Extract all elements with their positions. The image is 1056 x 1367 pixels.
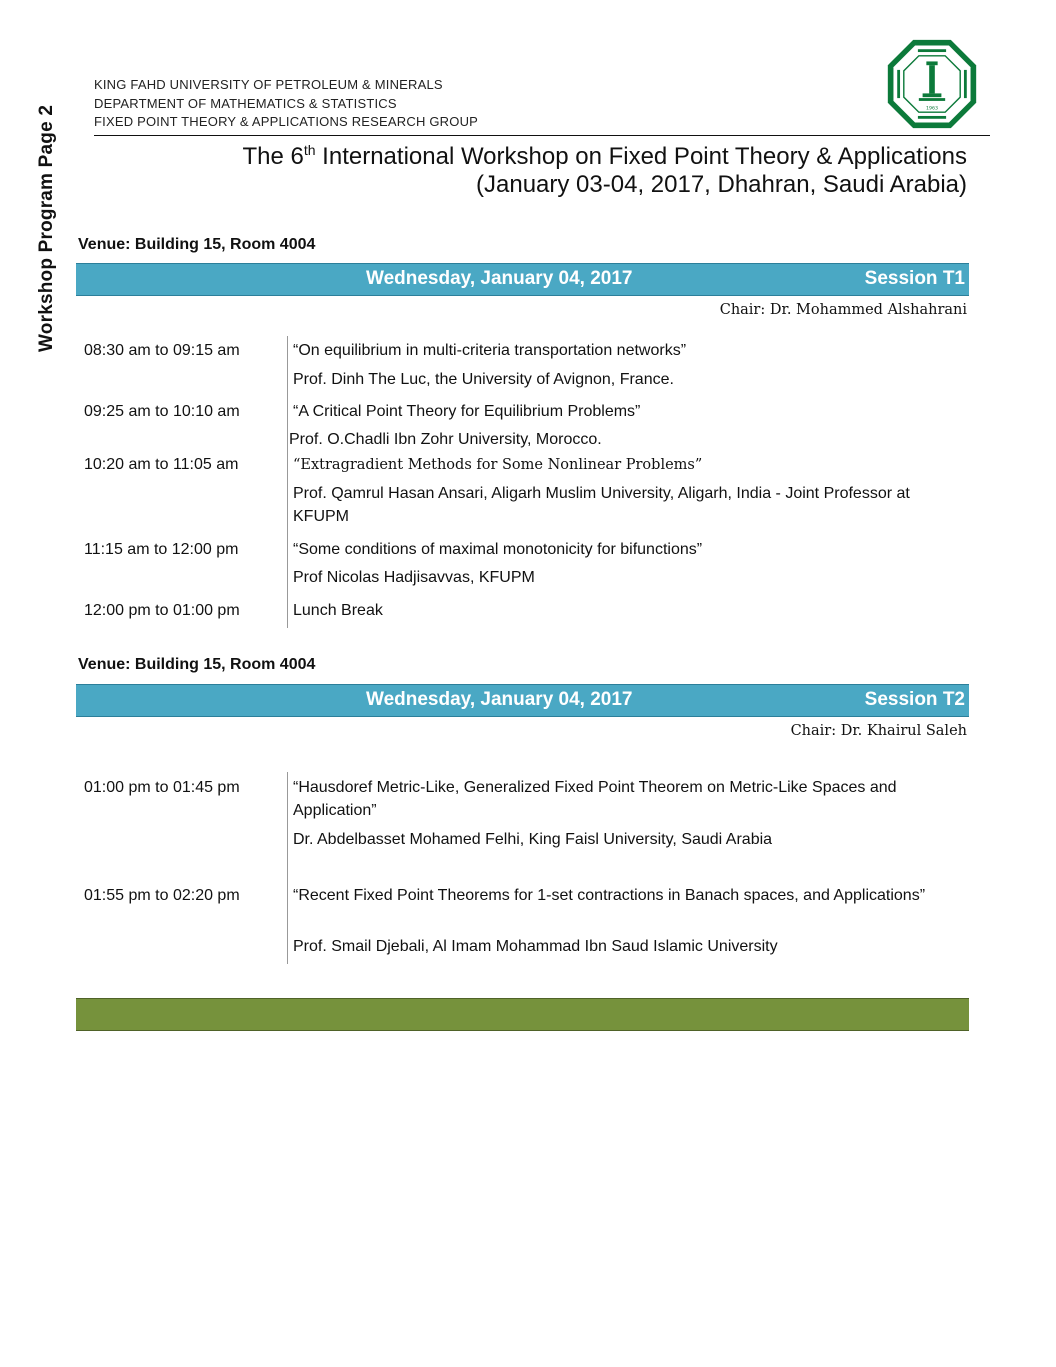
- university-name: KING FAHD UNIVERSITY OF PETROLEUM & MINERALS: [94, 77, 443, 92]
- talk-title: “Extragradient Methods for Some Nonlinear Problems”: [293, 457, 703, 473]
- institution-block: [94, 76, 478, 132]
- session-t1-bar: [76, 263, 969, 296]
- talk-speaker: Prof. Qamrul Hasan Ansari, Aligarh Muslim University, Aligarh, India - Joint Professor at KFUPM: [293, 485, 910, 525]
- talk-title: “A Critical Point Theory for Equilibrium Problems”: [293, 403, 641, 420]
- talk-speaker: Prof. Smail Djebali, Al Imam Mohammad Ibn Saud Islamic University: [293, 938, 778, 955]
- talk-title: “Hausdoref Metric-Like, Generalized Fixed Point Theorem on Metric-Like Spaces and Application”: [293, 779, 897, 819]
- talk-title: Lunch Break: [293, 602, 383, 619]
- session-t1-label: Session T1: [864, 268, 965, 289]
- session-t2-bar: [76, 684, 969, 717]
- title-dates-location: (January 03-04, 2017, Dhahran, Saudi Arabia): [476, 171, 967, 198]
- page-side-label: Workshop Program Page 2: [36, 104, 57, 352]
- talk-title: “Some conditions of maximal monotonicity for bifunctions”: [293, 541, 703, 558]
- session-t1-chair: Chair: Dr. Mohammed Alshahrani: [719, 302, 967, 318]
- talk-time: 01:00 pm to 01:45 pm: [84, 779, 240, 796]
- title-superscript: th: [303, 142, 316, 158]
- session-t1-venue: Venue: Building 15, Room 4004: [78, 236, 316, 253]
- workshop-title: [242, 136, 967, 199]
- research-group-name: FIXED POINT THEORY & APPLICATIONS RESEARCH GROUP: [94, 114, 479, 129]
- title-prefix: The 6: [242, 143, 304, 170]
- talk-time: 10:20 am to 11:05 am: [84, 456, 239, 473]
- talk-time: 01:55 pm to 02:20 pm: [84, 887, 240, 904]
- session-t1-date: Wednesday, January 04, 2017: [366, 268, 633, 289]
- talk-speaker: Prof. Dinh The Luc, the University of Avignon, France.: [293, 371, 674, 388]
- talk-time: 11:15 am to 12:00 pm: [84, 541, 239, 558]
- session-t1-divider: [287, 336, 288, 628]
- talk-title: “Recent Fixed Point Theorems for 1-set contractions in Banach spaces, and Applications”: [293, 887, 926, 904]
- seal-year: 1963: [926, 106, 938, 112]
- talk-time: 08:30 am to 09:15 am: [84, 342, 240, 359]
- talk-speaker: Dr. Abdelbasset Mohamed Felhi, King Faisl University, Saudi Arabia: [293, 831, 773, 848]
- session-t2-label: Session T2: [864, 689, 965, 710]
- talk-time: 12:00 pm to 01:00 pm: [84, 602, 240, 619]
- footer-bar: [76, 998, 969, 1031]
- session-t2-date: Wednesday, January 04, 2017: [366, 689, 633, 710]
- session-t2-venue: Venue: Building 15, Room 4004: [78, 656, 316, 673]
- session-t2-divider: [287, 772, 288, 964]
- title-rest: International Workshop on Fixed Point Theory & Applications: [315, 143, 967, 170]
- talk-speaker: Prof Nicolas Hadjisavvas, KFUPM: [293, 569, 535, 586]
- kfupm-seal-icon: [885, 37, 979, 131]
- session-t2-chair: Chair: Dr. Khairul Saleh: [790, 723, 967, 739]
- talk-speaker: Prof. O.Chadli Ibn Zohr University, Morocco.: [289, 431, 602, 448]
- talk-time: 09:25 am to 10:10 am: [84, 403, 240, 420]
- talk-title: “On equilibrium in multi-criteria transportation networks”: [293, 342, 687, 359]
- department-name: DEPARTMENT OF MATHEMATICS & STATISTICS: [94, 95, 397, 111]
